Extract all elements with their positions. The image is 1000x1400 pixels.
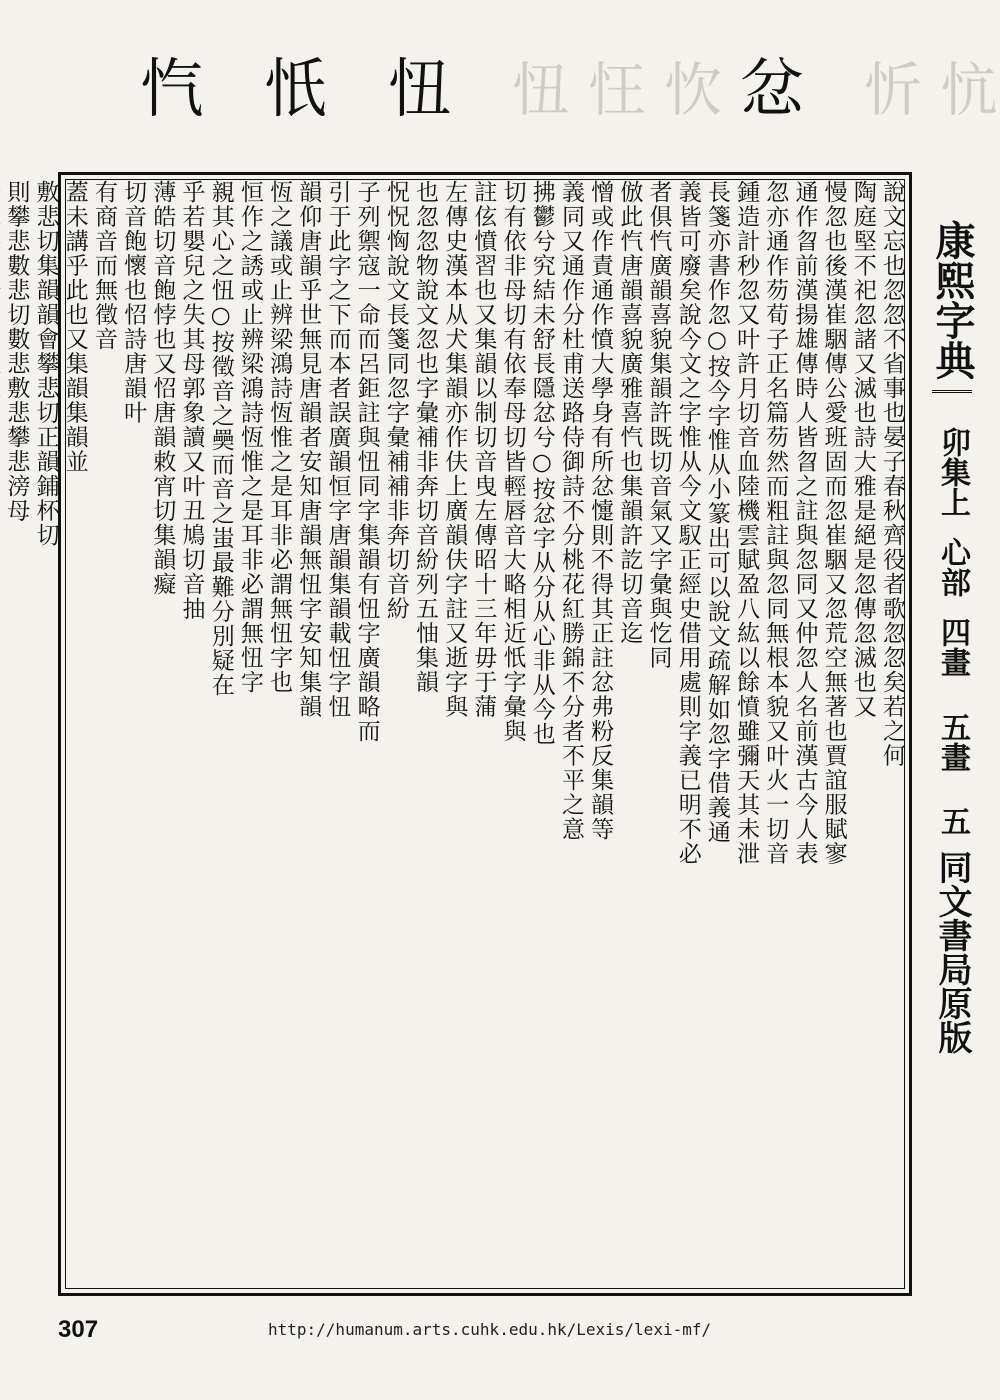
text-column: 說文忘也忽忽不省事也晏子春秋齊役者歌忽忽矣若之何: [879, 180, 905, 768]
seal-character-faint: 忺: [664, 56, 723, 124]
source-url: http://humanum.arts.cuhk.edu.hk/Lexis/lexi-mf/: [268, 1320, 712, 1339]
text-column: 引于此字之下而本者誤廣韻恒字唐韻集韻載忸字忸: [324, 180, 351, 719]
text-column: 義同又通作分杜甫送路侍御詩不分桃花紅勝錦不分者不平之意: [557, 180, 584, 842]
text-column: 子列禦寇一命而呂鉅註與忸同字集韻有忸字廣韻略而: [353, 180, 380, 744]
stroke-label: 四畫 五畫: [935, 617, 970, 772]
text-column: 敷悲切集韻韻會攀悲切正韻鋪杯切: [32, 180, 59, 548]
text-column: 忽亦通作芴荀子正名篇芴然而粗註與忽同無根本貌又叶火一切音: [762, 180, 789, 866]
seal-character: 忯: [264, 53, 328, 127]
text-column: 左傳史漢本从犬集韻亦作伕上廣韻伕字註又逝字與: [441, 180, 468, 719]
text-column: 陶庭堅不祀忽諸又滅也詩大雅是絕是忽傳忽滅也又: [849, 180, 876, 719]
publisher-label: 同文書局原版: [932, 850, 972, 1054]
book-title: 康熙字典: [929, 220, 976, 380]
text-column: 蓋未講乎此也又集韻集韻並: [61, 180, 88, 474]
text-column: 慢忽也後漢崔駰傳公愛班固而忽崔駰又忽荒空無著也賈誼服賦寥: [820, 180, 847, 866]
seal-character: 忸: [388, 53, 452, 127]
text-column: 倣此忾唐韻喜貌廣雅喜忾也集韻許訖切音迄: [616, 180, 643, 646]
seal-character: 忿: [740, 53, 805, 127]
seal-character-faint: 忹: [588, 56, 647, 124]
seal-script-header: [140, 40, 999, 140]
text-column: 切音飽懷也怊詩唐韻叶: [120, 180, 147, 425]
text-column: 義皆可廢矣說今文之字惟从今文馭正經史借用處則字義已明不必: [674, 180, 701, 866]
text-column: 通作曶前漢揚雄傳時人皆曶之註與忽同又仲忽人名前漢古今人表: [791, 180, 818, 866]
text-column: 憎或作責通作憤大學身有所忿懥則不得其正註忿弗粉反集韻等: [587, 180, 614, 842]
page-number: 307: [58, 1316, 99, 1343]
title-divider: [932, 390, 972, 397]
text-column: 有商音而無徵音: [90, 180, 117, 352]
text-column: 拂鬱兮究結未舒長隱忿兮○按忿字从分从心非从今也: [528, 180, 555, 747]
seal-character-faint: 忸: [512, 56, 571, 124]
text-column: 恒作之誘或止辨梁鴻詩恆惟之是耳非必謂無忸字: [236, 180, 263, 695]
text-column: 薄皓切音飽悖也又怊唐韻敕宵切集韻癡: [149, 180, 176, 597]
text-column: 也忽忽物說文忽也字彙補非奔切音紛列五怞集韻: [412, 180, 438, 695]
text-column: 長箋亦書作忽○按今字惟从小篆出可以說文疏解如忽字借義通: [703, 180, 730, 845]
collection-label: 卯集上: [935, 427, 970, 517]
radical-label: 心部: [935, 537, 970, 597]
text-column: 註伭憤習也又集韻以制切音曳左傳昭十三年毋于蒲: [470, 180, 497, 719]
seal-character-faint: 忻: [864, 56, 923, 124]
text-column: 乎若嬰兒之失其母郭象讀又叶丑鳩切音抽: [178, 180, 205, 621]
dictionary-text-columns: [3, 180, 906, 1288]
text-column: 親其心之忸○按徵音之奰而音之蚩最難分別疑在: [207, 180, 234, 698]
text-column: 恆之議或止辨梁鴻詩恆惟之是耳非必謂無忸字也: [266, 180, 293, 695]
text-column: 韻仰唐韻乎世無見唐韻者安知唐韻無忸字安知集韻: [295, 180, 322, 719]
text-column: 者俱忾廣韻喜貌集韻許既切音氣又字彙與忔同: [645, 180, 672, 670]
seal-character: 忾: [140, 53, 204, 127]
page-label: 五: [935, 806, 970, 836]
text-column: 怳怳恟說文長箋同忽字彙補補非奔切音紛: [382, 180, 409, 621]
text-column: 則攀悲數悲切數悲敷悲攀悲滂母: [3, 180, 30, 523]
seal-character-faint: 忼: [940, 56, 999, 124]
margin-title: [912, 220, 992, 1360]
text-column: 鍾造計秒忽又叶許月切音血陸機雲賦盈八紘以餘憤雖彌天其未泄: [733, 180, 760, 866]
text-column: 切有依非母切有依奉母切皆輕唇音大略相近忯字彙與: [499, 180, 526, 744]
